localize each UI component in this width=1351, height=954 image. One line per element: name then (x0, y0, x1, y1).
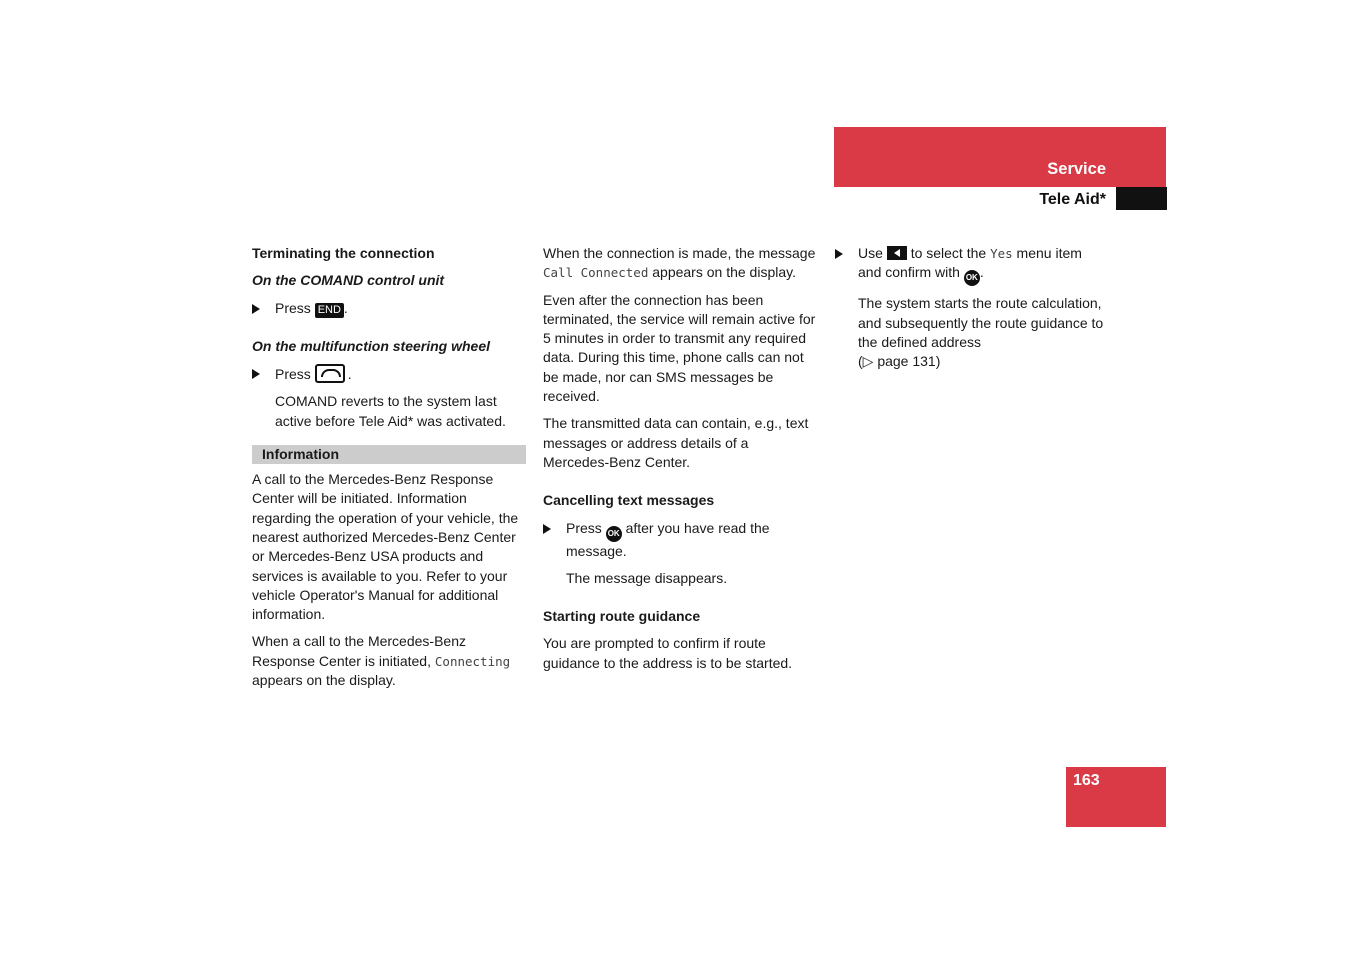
bullet-arrow-icon (252, 304, 260, 314)
bullet-arrow-icon (252, 369, 260, 379)
p1-post: appears on the display. (652, 264, 796, 281)
section-title: Service (1047, 160, 1106, 178)
info-text: A call to the Mercedes-Benz Response Center will be initiated. Information regarding the operation of your vehicle, the nearest authorized Mercedes-Benz Center or Mercedes-Benz USA products and services is available to you. Refer to your vehicle Operator's Manual for additional information. (252, 471, 519, 623)
step-select-yes (835, 244, 1107, 286)
page-reference: (▷ page 131) (858, 353, 941, 370)
ok-key-icon: OK (964, 270, 980, 286)
left-arrow-key-icon (887, 246, 907, 260)
step-text: Press (275, 366, 311, 383)
step-text: after you have read the message. (566, 519, 770, 559)
step-text: to select the (910, 245, 987, 261)
step-text: Press (566, 519, 602, 536)
service-active-text: Even after the connection has been terminated, the service will remain active for 5 minutes in order to transmit any required data. During this time, phone calls can not be made, nor can SMS messages be received. (543, 291, 816, 405)
column-3 (835, 244, 1107, 379)
call-text-pre: When a call to the Mercedes-Benz Response Center is initiated, (252, 633, 466, 669)
bullet-arrow-icon (835, 249, 843, 259)
p1-pre: When the connection is made, the message (543, 245, 816, 261)
end-key-icon: END (315, 303, 344, 318)
step-text: menu item and confirm with (858, 245, 1082, 281)
step-press-end (252, 299, 526, 318)
step-text: . (979, 264, 984, 281)
display-text-call-connected: Call Connected (543, 265, 649, 281)
heading-cancelling: Cancelling text messages (543, 492, 715, 509)
thumb-tab (1116, 187, 1167, 210)
connection-made-text (543, 244, 817, 283)
heading-terminating: Terminating the connection (252, 245, 435, 261)
result-text: The system starts the route calculation, and subsequently the route guidance to the defined address (858, 295, 1104, 350)
hang-up-phone-icon (315, 364, 345, 383)
route-prompt-text: You are prompted to confirm if route guidance to the address is to be started. (543, 635, 793, 671)
step-press-ok (543, 519, 817, 561)
display-text-connecting: Connecting (434, 653, 511, 669)
result-text: The message disappears. (566, 569, 728, 586)
call-text (252, 632, 526, 690)
transmitted-data-text: The transmitted data can contain, e.g., text messages or address details of a Mercedes-Benz Center. (543, 415, 809, 470)
subheading-control-unit: On the COMAND control unit (252, 272, 445, 289)
header-red-bar (834, 127, 1166, 187)
step-text: . (347, 366, 352, 383)
column-1 (252, 244, 526, 698)
result-text: COMAND reverts to the system last active before Tele Aid* was activated. (275, 393, 506, 429)
page-number: 163 (1073, 772, 1100, 789)
step-text: Press (275, 299, 311, 316)
step-text: Use (858, 245, 883, 261)
display-text-yes: Yes (990, 246, 1013, 261)
bullet-arrow-icon (543, 524, 551, 534)
information-bar: Information (252, 445, 526, 464)
step-press-hangup (252, 364, 526, 384)
call-text-post: appears on the display. (252, 672, 396, 689)
heading-route-guidance: Starting route guidance (543, 608, 701, 625)
subsection-title: Tele Aid* (1039, 191, 1106, 208)
step-text: . (343, 299, 348, 316)
subheading-steering-wheel: On the multifunction steering wheel (252, 337, 491, 354)
ok-key-icon: OK (606, 526, 622, 542)
column-2 (543, 244, 817, 681)
